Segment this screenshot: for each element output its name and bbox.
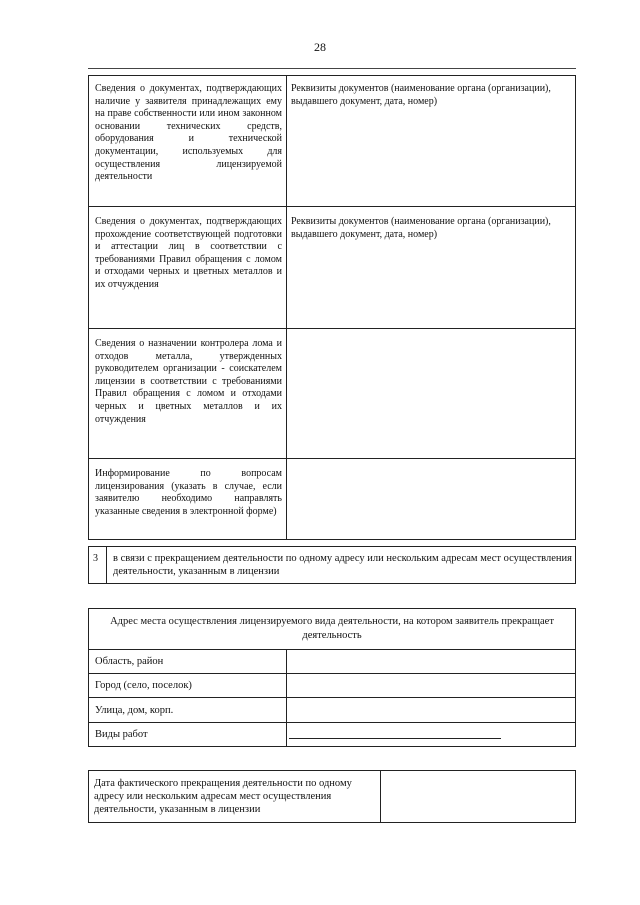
work-types-value[interactable] [289,724,573,744]
item-3-number: 3 [93,553,98,564]
page-number: 28 [314,40,326,54]
column-divider [286,649,287,746]
documents-row-1-label: Сведения о документах, подтверждающих наличие у заявителя принадлежащих ему на праве собственности или ином законном основании технических средств, оборудования и технической документации, используемых для осуществления лицензируемой деятельности [95,83,282,183]
top-rule [88,68,576,69]
region-label: Область, район [95,656,164,667]
termination-date-table [88,770,576,823]
street-value[interactable] [289,699,573,720]
city-value[interactable] [289,675,573,695]
row-divider [89,206,575,207]
row-divider [89,649,575,650]
work-types-label: Виды работ [95,729,148,740]
region-value[interactable] [289,651,573,671]
documents-row-1-requisites: Реквизиты документов (наименование органа (организации), выдавшего документ, дата, номер) [291,83,551,107]
item-3-box [88,546,576,584]
city-label: Город (село, поселок) [95,680,192,691]
address-table [88,608,576,747]
address-table-header: Адрес места осуществления лицензируемого вида деятельности, на котором заявитель прекращает деятельность [110,616,554,641]
item-3-text: в связи с прекращением деятельности по одному адресу или нескольким адресам мест осуществления деятельности, указанным в лицензии [113,553,572,577]
documents-row-4-label: Информирование по вопросам лицензирования (указать в случае, если заявителю необходимо направлять указанные сведения в электронной форме) [95,468,282,517]
street-label: Улица, дом, корп. [95,705,174,716]
termination-date-label: Дата фактического прекращения деятельности по одному адресу или нескольким адресам мест осуществления деятельности, указанным в лицензии [94,778,352,815]
item-3-divider [106,547,107,583]
termination-date-value[interactable] [385,775,573,819]
documents-row-4-value[interactable] [291,468,573,530]
documents-row-3-label: Сведения о назначении контролера лома и отходов металла, утвержденных руководителем организации - соискателем лицензии в соответствии с требованиями Правил обращения с ломом и отходами черных и цветных металлов и их отчуждения [95,338,282,425]
work-types-underline [289,738,501,739]
documents-row-3-value[interactable] [291,338,573,448]
documents-row-2-label: Сведения о документах, подтверждающих прохождение соответствующей подготовки и аттестации лиц в соответствии с требованиями Правил обращения с ломом и отходами черных и цветных металлов и их отчуждения [95,216,282,290]
row-divider [89,722,575,723]
row-divider [89,458,575,459]
row-divider [89,673,575,674]
row-divider [89,328,575,329]
column-divider [380,771,381,822]
documents-table [88,75,576,540]
column-divider [286,76,287,539]
row-divider [89,697,575,698]
documents-row-2-requisites: Реквизиты документов (наименование органа (организации), выдавшего документ, дата, номер) [291,216,551,240]
